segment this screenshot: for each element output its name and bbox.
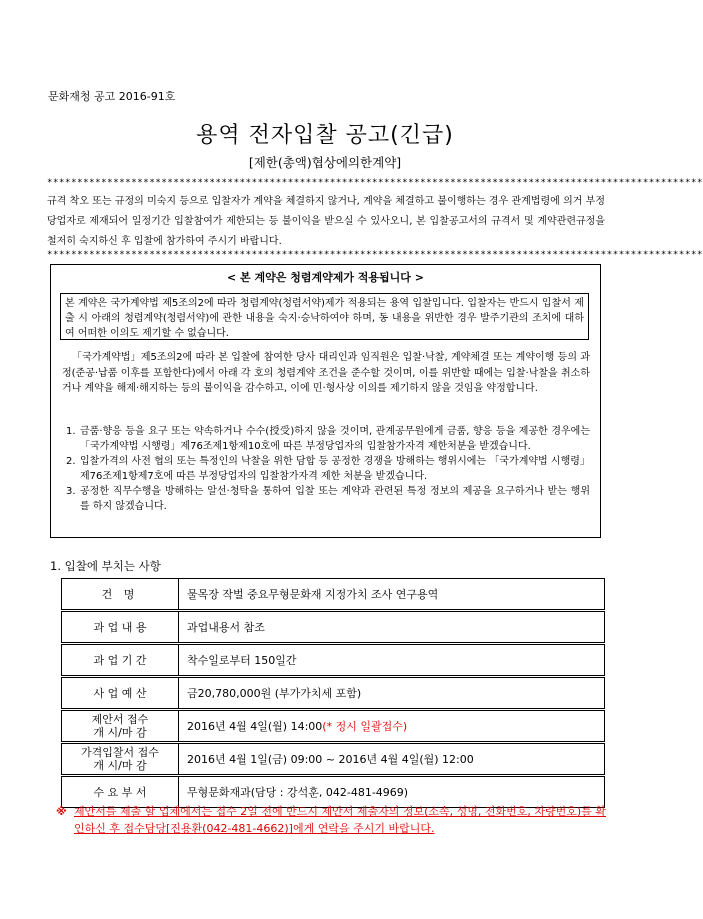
row-value: 무형문화재과(담당 : 강석훈, 042-481-4969) [179, 776, 605, 808]
row-value: 과업내용서 참조 [179, 611, 605, 644]
list-item-text: 금품·향응 등을 요구 또는 약속하거나 수수(授受)하지 않을 것이며, 관계공무원에게 금품, 향응 등을 제공한 경우에는 「국가계약법 시행령」제76조제1항제10호에 따른 부정당업자의 입찰참가자격 제한처분을 받겠습니다. [80, 426, 590, 452]
document-subtitle: [제한(총액)협상에의한계약] [248, 155, 402, 170]
star-divider-top: ************************************************************************************************************* [47, 178, 703, 188]
row-value: 착수일로부터 150일간 [179, 644, 605, 677]
row-value: 물목장 작벌 중요무형문화재 지정가치 조사 연구용역 [179, 579, 605, 611]
proposal-deadline: 2016년 4월 4일(월) 14:00 [187, 720, 323, 733]
table-row [62, 677, 605, 710]
list-item-number: 3. [66, 486, 76, 497]
integrity-box-title: < 본 계약은 청렴계약제가 적용됩니다 > [227, 271, 424, 284]
row-value [179, 710, 605, 743]
proposal-note: (* 정시 일괄접수) [322, 720, 408, 733]
row-key-line2: 개 시/마 감 [93, 726, 147, 739]
row-key: 건 명 [62, 579, 179, 611]
list-item [62, 424, 590, 454]
table-row [62, 579, 605, 611]
footnote-text: 제안서를 제출 할 업체에서는 접수 2일 전에 반드시 제안서 제출자의 정보(소속, 성명, 전화번호, 차량번호)를 확인하신 후 접수담당[진용환(042-481-4662)]에게 연락을 주시기 바랍니다. [74, 805, 606, 835]
notice-number: 문화재청 공고 2016-91호 [48, 90, 176, 103]
row-key-line2: 개 시/마 감 [93, 759, 147, 772]
section-heading: 1. 입찰에 부치는 사항 [50, 559, 161, 573]
document-title: 용역 전자입찰 공고(긴급) [196, 123, 454, 148]
row-key: 수 요 부 서 [62, 776, 179, 808]
row-key: 과 업 기 간 [62, 644, 179, 677]
table-row [62, 710, 605, 743]
list-item-number: 1. [66, 426, 76, 437]
integrity-paragraph: 「국가계약법」제5조의2에 따라 본 입찰에 참여한 당사 대리인과 임직원은 입찰·낙찰, 계약체결 또는 계약이행 등의 과정(준공·납품 이후를 포함한다)에서 아래 각 호의 청렴계약 조건을 준수할 것이며, 이를 위반할 때에는 입찰·낙찰을 취소하거나 계약을 해제·해지하는 등의 불이익을 감수하고, 이에 민·형사상 이의를 제기하지 않을 것임을 약정합니다. [62, 352, 590, 394]
table-row [62, 743, 605, 776]
row-value: 금20,780,000원 (부가가치세 포함) [179, 677, 605, 710]
list-item [62, 484, 590, 514]
row-value: 2016년 4월 1일(금) 09:00 ~ 2016년 4월 4일(월) 12:00 [179, 743, 605, 776]
row-key-line1: 가격입찰서 접수 [81, 746, 159, 759]
integrity-conditions-list [62, 424, 590, 514]
footnote [56, 803, 616, 837]
integrity-notice: 본 계약은 국가계약법 제5조의2에 따라 청렴계약(청렴서약)제가 적용되는 용역 입찰입니다. 입찰자는 반드시 입찰서 제출 시 아래의 청렴계약(청렴서약)에 관한 내용을 숙지·승낙하여야 하며, 동 내용을 위반한 경우 발주기관의 조치에 대하여 어떠한 이의도 제기할 수 없습니다. [60, 293, 589, 340]
row-key: 사 업 예 산 [62, 677, 179, 710]
table-row [62, 644, 605, 677]
table-row [62, 611, 605, 644]
list-item-text: 공정한 직무수행을 방해하는 알선·청탁을 통하여 입찰 또는 계약과 관련된 특정 정보의 제공을 요구하거나 받는 행위를 하지 않겠습니다. [80, 486, 590, 512]
list-item [62, 454, 590, 484]
reference-mark-icon: ※ [56, 805, 67, 818]
list-item-number: 2. [66, 456, 76, 467]
list-item-text: 입찰가격의 사전 협의 또는 특정인의 낙찰을 위한 담합 등 공정한 경쟁을 방해하는 행위시에는 「국가계약법 시행령」제76조제1항제7호에 따른 부정당업자의 입찰참가자격 제한 처분을 받겠습니다. [80, 456, 590, 482]
row-key-line1: 제안서 접수 [91, 713, 149, 726]
row-key: 과 업 내 용 [62, 611, 179, 644]
bid-info-table [61, 578, 605, 808]
intro-warning: 규격 착오 또는 규정의 미숙지 등으로 입찰자가 계약을 체결하지 않거나, 계약을 체결하고 불이행하는 경우 관계법령에 의거 부정당업자로 제재되어 일정기간 입찰참여가 제한되는 등 불이익을 받으실 수 있사오니, 본 입찰공고서의 규격서 및 계약관련규정을 철저히 숙지하신 후 입찰에 참가하여 주시기 바랍니다. [47, 196, 605, 247]
row-key [62, 710, 179, 743]
row-key [62, 743, 179, 776]
star-divider-bottom: ************************************************************************************************************* [47, 250, 703, 260]
